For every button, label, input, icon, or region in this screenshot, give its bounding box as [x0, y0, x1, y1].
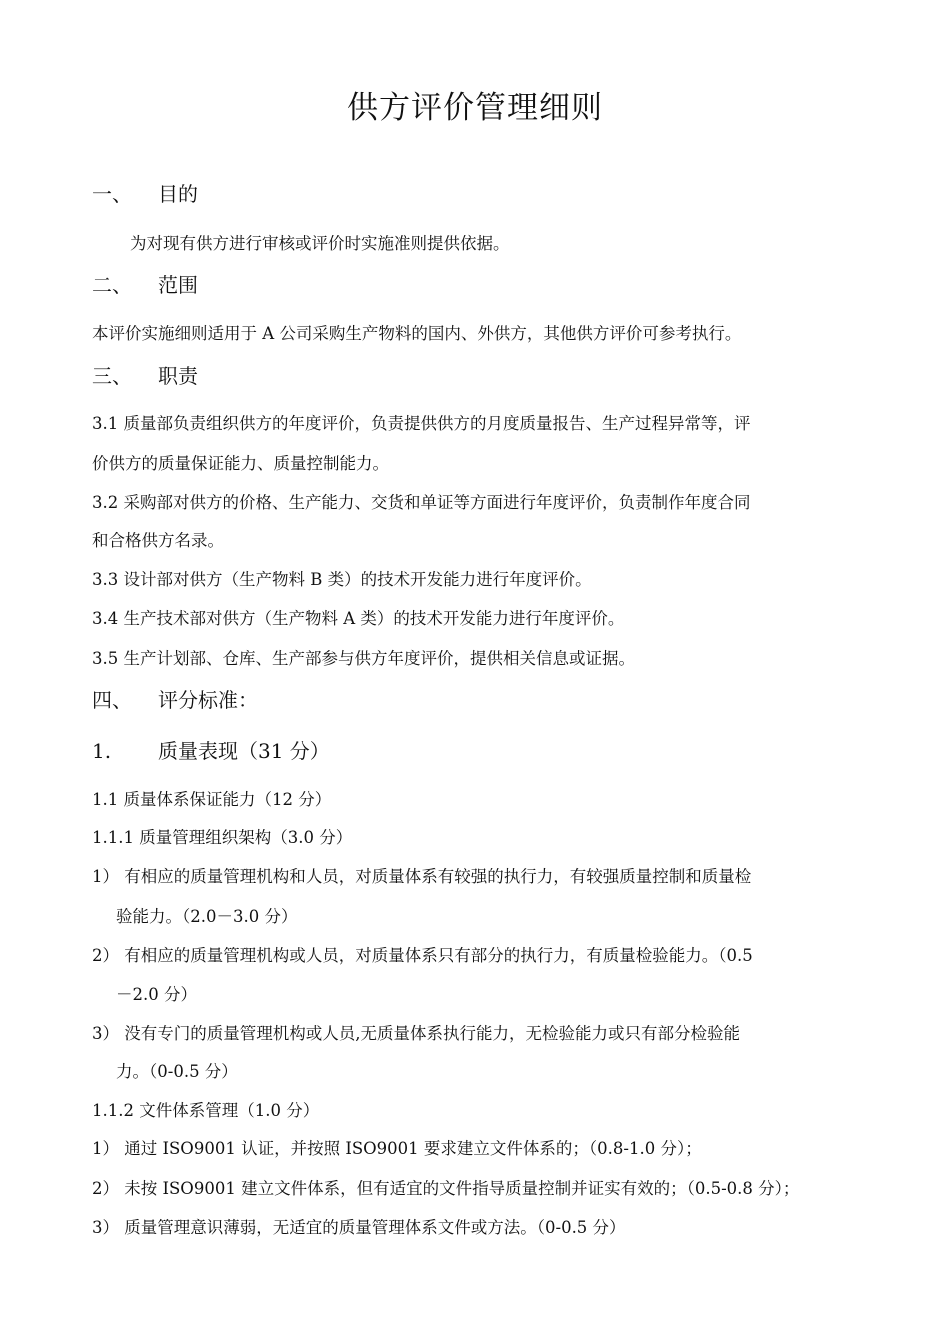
paragraph-line: 3.4 生产技术部对供方（生产物料 A 类）的技术开发能力进行年度评价。	[92, 609, 625, 628]
paragraph: 本评价实施细则适用于 A 公司采购生产物料的国内、外供方，其他供方评价可参考执行。	[92, 324, 742, 343]
list-item-line: 3） 没有专门的质量管理机构或人员,无质量体系执行能力，无检验能力或只有部分检验能	[92, 1024, 740, 1043]
section-heading-responsibilities	[92, 360, 198, 389]
paragraph-line: 3.2 采购部对供方的价格、生产能力、交货和单证等方面进行年度评价，负责制作年度合同	[92, 493, 751, 512]
list-item-line: 力。（0-0.5 分）	[116, 1062, 238, 1081]
list-item-line: 3） 质量管理意识薄弱，无适宜的质量管理体系文件或方法。（0-0.5 分）	[92, 1218, 626, 1237]
section-number: 二、	[92, 273, 132, 297]
paragraph-line: 3.5 生产计划部、仓库、生产部参与供方年度评价，提供相关信息或证据。	[92, 649, 635, 668]
section-heading-purpose	[92, 178, 198, 207]
item-heading: 1.1.1 质量管理组织架构（3.0 分）	[92, 828, 353, 847]
paragraph-line: 和合格供方名录。	[92, 531, 224, 550]
item-heading: 1.1 质量体系保证能力（12 分）	[92, 790, 332, 809]
section-number: 四、	[92, 688, 132, 712]
subsection-heading-quality	[92, 735, 330, 764]
paragraph-line: 3.1 质量部负责组织供方的年度评价，负责提供供方的月度质量报告、生产过程异常等，评	[92, 414, 751, 433]
list-item-line: 2） 有相应的质量管理机构或人员，对质量体系只有部分的执行力，有质量检验能力。（0.5	[92, 946, 753, 965]
subsection-number: 1.	[92, 739, 112, 763]
list-item-line: －2.0 分）	[116, 985, 197, 1004]
item-heading: 1.1.2 文件体系管理（1.0 分）	[92, 1101, 320, 1120]
section-heading-criteria	[92, 684, 258, 713]
paragraph: 为对现有供方进行审核或评价时实施准则提供依据。	[130, 234, 510, 253]
section-title: 范围	[158, 273, 198, 297]
document-title: 供方评价管理细则	[347, 90, 603, 126]
section-number: 三、	[92, 364, 132, 388]
list-item-line: 验能力。（2.0－3.0 分）	[116, 907, 298, 926]
section-title: 职责	[158, 364, 198, 388]
section-heading-scope	[92, 269, 198, 298]
section-number: 一、	[92, 182, 132, 206]
list-item-line: 1） 通过 ISO9001 认证，并按照 ISO9001 要求建立文件体系的；（0.8-1.0 分）；	[92, 1139, 702, 1158]
section-title: 目的	[158, 182, 198, 206]
list-item-line: 2） 未按 ISO9001 建立文件体系，但有适宜的文件指导质量控制并证实有效的；（0.5-0.8 分）；	[92, 1179, 800, 1198]
subsection-title: 质量表现（31 分）	[158, 739, 330, 763]
paragraph-line: 价供方的质量保证能力、质量控制能力。	[92, 454, 389, 473]
paragraph-line: 3.3 设计部对供方（生产物料 B 类）的技术开发能力进行年度评价。	[92, 570, 592, 589]
list-item-line: 1） 有相应的质量管理机构和人员，对质量体系有较强的执行力，有较强质量控制和质量检	[92, 867, 752, 886]
section-title: 评分标准：	[158, 688, 258, 712]
